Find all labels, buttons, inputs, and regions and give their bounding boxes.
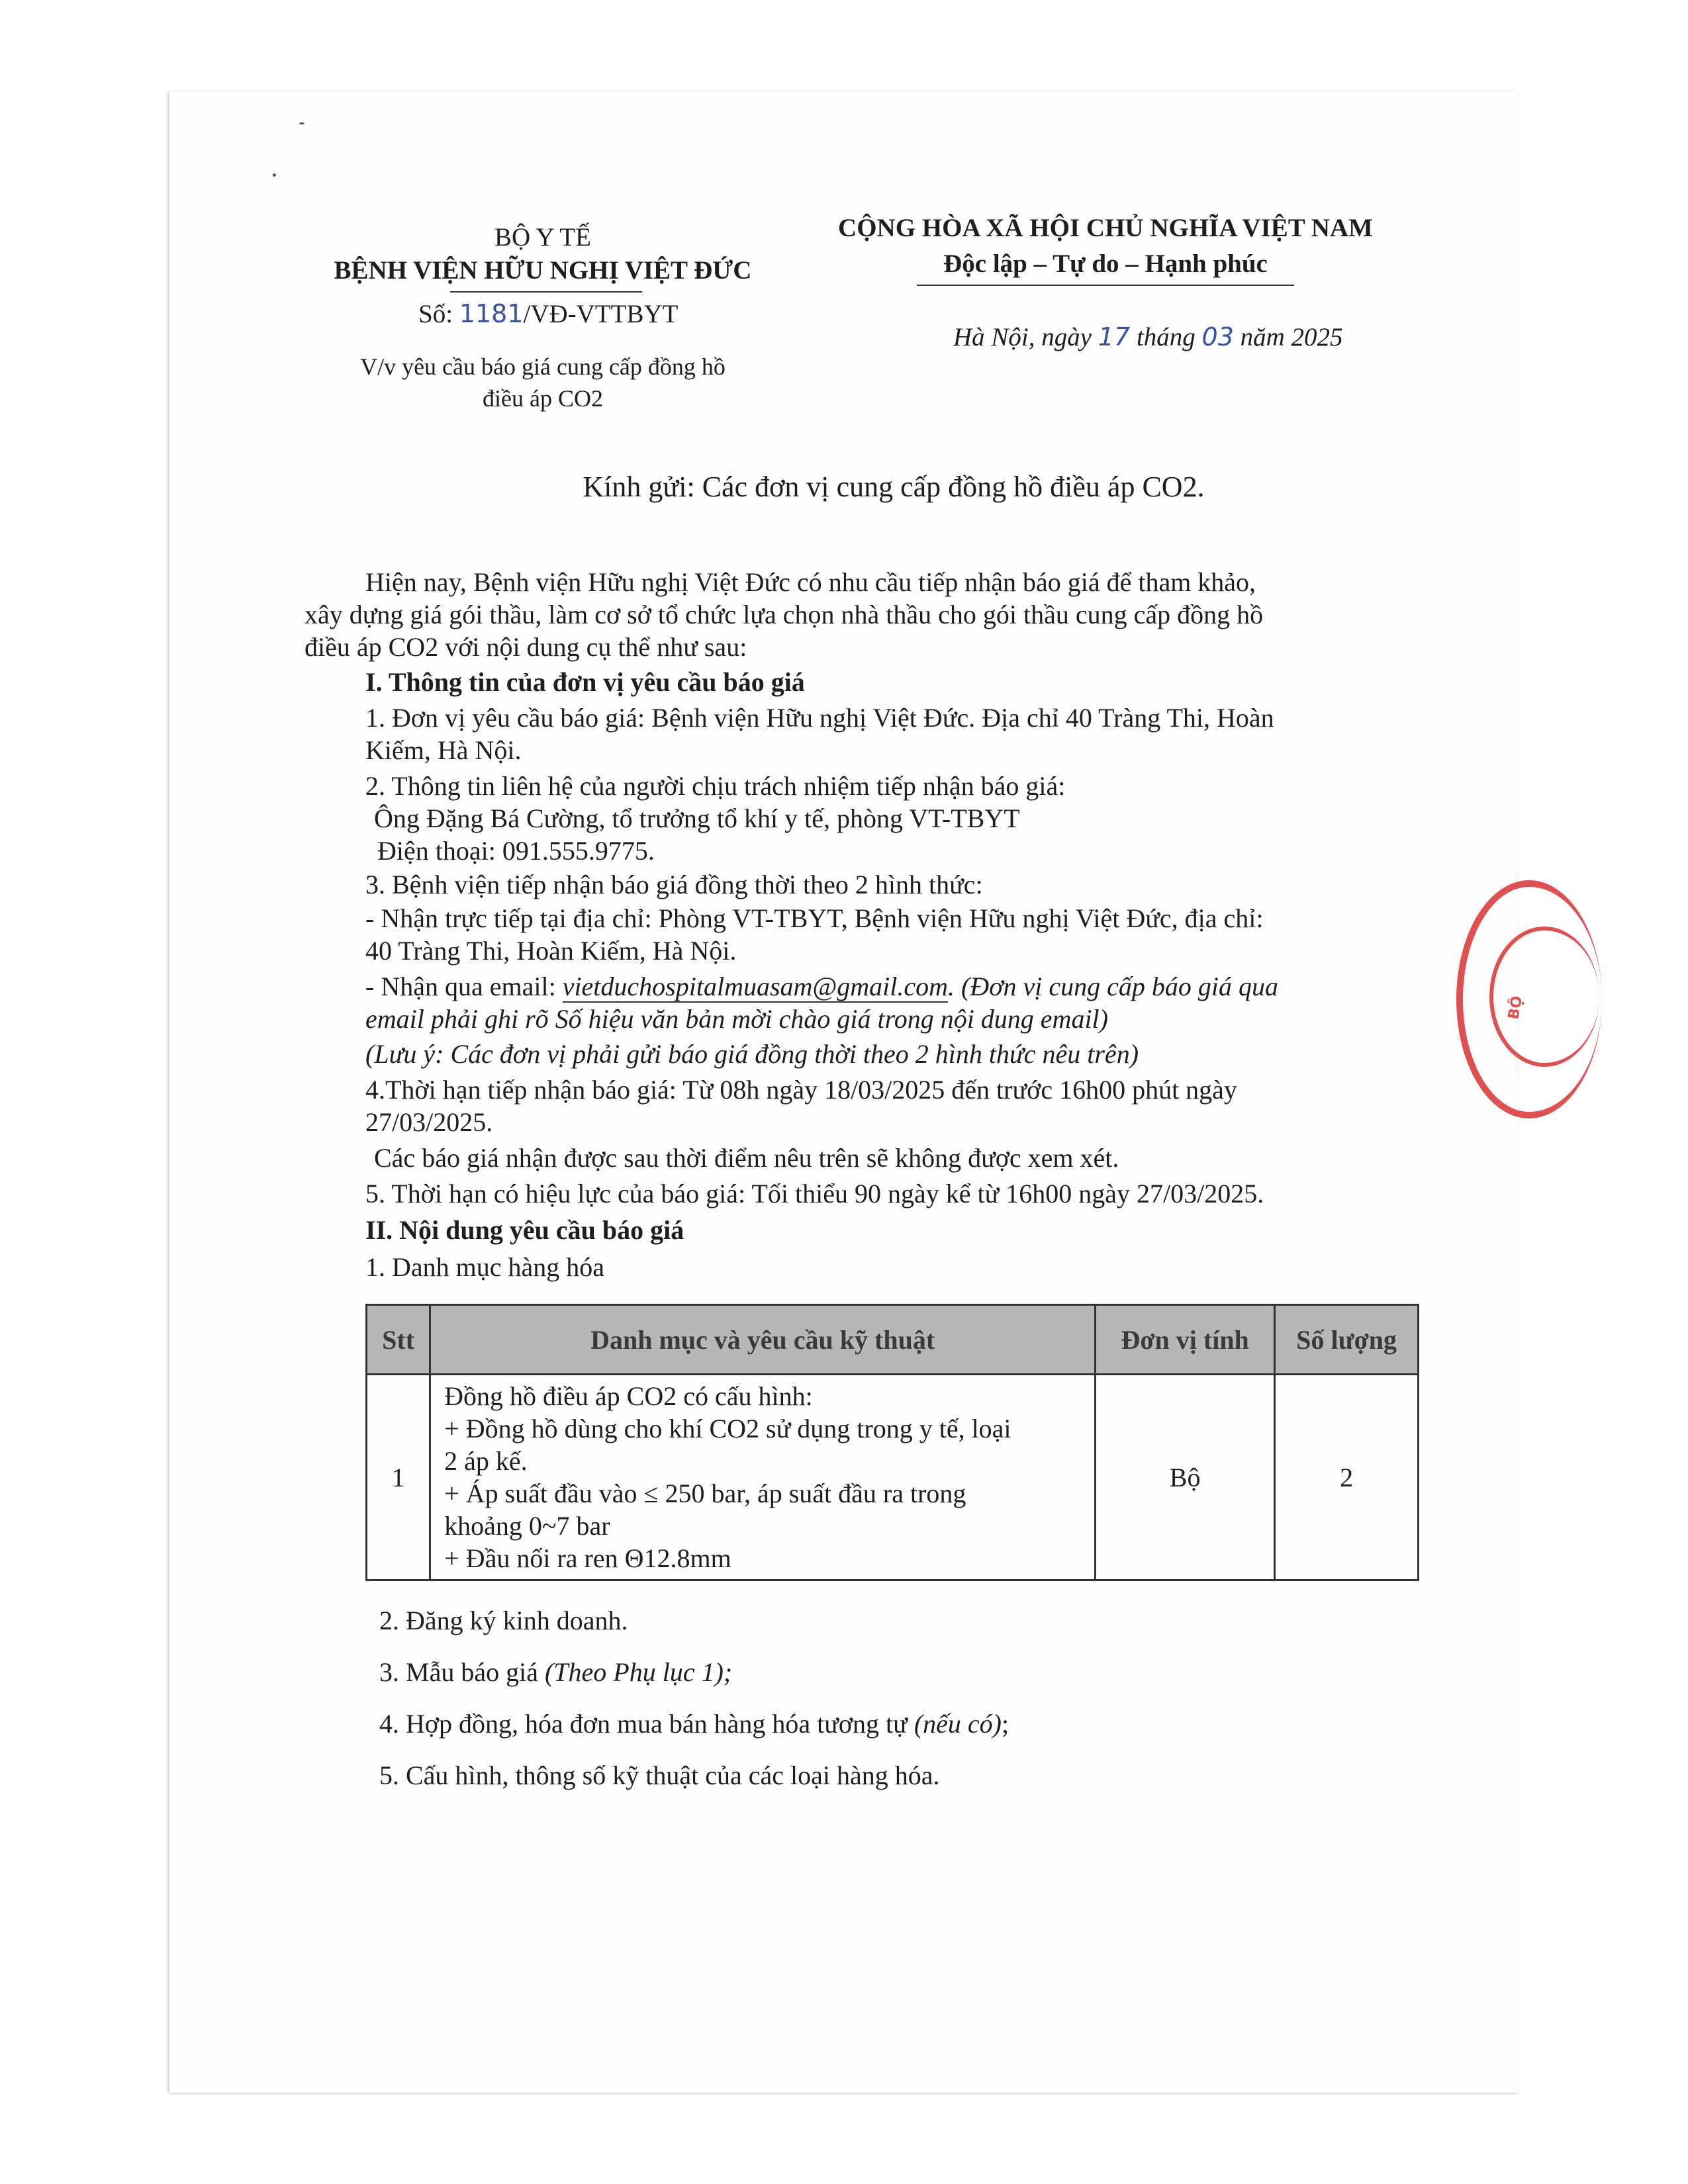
note-line: (Lưu ý: Các đơn vị phải gửi báo giá đồng thời theo 2 hình thức nêu trên) (365, 1039, 1139, 1069)
cell-qty: 2 (1275, 1375, 1419, 1580)
item-italic: (nếu có) (914, 1709, 1002, 1739)
requirement-item (379, 1656, 732, 1688)
contact-phone: Điện thoại: 091.555.9775. (377, 836, 655, 866)
doc-no-suffix: /VĐ-VTTBYT (523, 300, 679, 328)
hospital-name-text: BỆNH VIỆN HỮU NGHỊ VIỆT ĐỨC (334, 256, 752, 285)
salutation: Kính gửi: Các đơn vị cung cấp đồng hồ điều áp CO2. (583, 471, 1205, 503)
section-1-line: 40 Tràng Thi, Hoàn Kiếm, Hà Nội. (365, 936, 737, 966)
spec-line: + Áp suất đầu vào ≤ 250 bar, áp suất đầu ra trong (444, 1479, 966, 1508)
item-text: 3. Mẫu báo giá (379, 1657, 545, 1687)
hospital-name (311, 255, 774, 285)
contact-person: Ông Đặng Bá Cường, tổ trưởng tổ khí y tế, phòng VT-TBYT (374, 803, 1020, 833)
header-right-rule (917, 285, 1294, 286)
spec-line: + Đồng hồ dùng cho khí CO2 sử dụng trong y tế, loại (444, 1414, 1011, 1443)
national-motto: Độc lập – Tự do – Hạnh phúc (943, 250, 1268, 278)
email-note-line: email phải ghi rõ Số hiệu văn bản mời chào giá trong nội dung email) (365, 1004, 1108, 1034)
section-1-line: 4.Thời hạn tiếp nhận báo giá: Từ 08h ngày 18/03/2025 đến trước 16h00 phút ngày (365, 1075, 1237, 1105)
spec-line: khoảng 0~7 bar (444, 1511, 610, 1541)
spec-line: 2 áp kế. (444, 1446, 528, 1476)
item-end: ; (1001, 1709, 1009, 1739)
requirement-item: 2. Đăng ký kinh doanh. (379, 1606, 628, 1635)
col-spec: Danh mục và yêu cầu kỹ thuật (430, 1305, 1096, 1375)
goods-table (365, 1304, 1419, 1581)
header-left-rule (450, 291, 642, 293)
stamp-text: BỘ (1505, 994, 1526, 1021)
subject-line: V/v yêu cầu báo giá cung cấp đồng hồ (360, 353, 726, 380)
section-2-sub: 1. Danh mục hàng hóa (365, 1252, 605, 1282)
requirement-item: 5. Cấu hình, thông số kỹ thuật của các loại hàng hóa. (379, 1760, 940, 1790)
intro-line: điều áp CO2 với nội dung cụ thể như sau: (305, 632, 747, 662)
col-unit: Đơn vị tính (1096, 1305, 1275, 1375)
col-qty: Số lượng (1275, 1305, 1419, 1375)
intro-line-1: Hiện nay, Bệnh viện Hữu nghị Việt Đức có nhu cầu tiếp nhận báo giá để tham khảo, (365, 567, 1256, 597)
date-month-word: tháng (1136, 323, 1196, 351)
country-name: CỘNG HÒA XÃ HỘI CHỦ NGHĨA VIỆT NAM (838, 214, 1373, 242)
intro-line: xây dựng giá gói thầu, làm cơ sở tổ chức lựa chọn nhà thầu cho gói thầu cung cấp đồng hồ (305, 600, 1264, 629)
item-text: 4. Hợp đồng, hóa đơn mua bán hàng hóa tương tự (379, 1709, 914, 1739)
doc-no-handwritten: 1181 (459, 299, 524, 328)
email-line (365, 970, 1278, 1003)
section-1-line: 27/03/2025. (365, 1107, 493, 1137)
date-month-handwritten: 03 (1201, 322, 1234, 351)
subject (311, 351, 774, 414)
col-stt: Stt (367, 1305, 430, 1375)
date-prefix: Hà Nội, ngày (953, 323, 1092, 351)
section-1-line: 2. Thông tin liên hệ của người chịu trách nhiệm tiếp nhận báo giá: (365, 771, 1066, 801)
speck (299, 122, 305, 124)
table-header-row (367, 1305, 1419, 1375)
table-row (367, 1375, 1419, 1580)
section-1-title: I. Thông tin của đơn vị yêu cầu báo giá (365, 667, 805, 697)
speck (273, 173, 276, 177)
section-1-line: Các báo giá nhận được sau thời điểm nêu trên sẽ không được xem xét. (374, 1143, 1119, 1173)
section-1-line: 5. Thời hạn có hiệu lực của báo giá: Tối thiểu 90 ngày kể từ 16h00 ngày 27/03/2025. (365, 1179, 1264, 1208)
spec-line: + Đầu nối ra ren Θ12.8mm (444, 1543, 731, 1573)
place-date (953, 322, 1343, 352)
email-link[interactable]: vietduchospitalmuasam@gmail.com (562, 972, 948, 1001)
red-stamp-inner (1489, 927, 1599, 1067)
section-1-line: 3. Bệnh viện tiếp nhận báo giá đồng thời theo 2 hình thức: (365, 870, 983, 899)
section-2-title: II. Nội dung yêu cầu báo giá (365, 1215, 684, 1245)
date-year: năm 2025 (1240, 323, 1343, 351)
cell-spec (430, 1375, 1096, 1580)
item-italic: (Theo Phụ lục 1); (544, 1657, 733, 1687)
requirement-item (379, 1707, 1009, 1740)
email-note: . (Đơn vị cung cấp báo giá qua (947, 972, 1279, 1001)
ministry-name: BỘ Y TẾ (494, 223, 591, 251)
subject-line: điều áp CO2 (483, 385, 603, 412)
section-1-line: Kiếm, Hà Nội. (365, 735, 522, 765)
cell-unit: Bộ (1096, 1375, 1275, 1580)
spec-line: Đồng hồ điều áp CO2 có cấu hình: (444, 1381, 813, 1411)
doc-no-prefix: Số: (418, 300, 453, 328)
section-1-line: 1. Đơn vị yêu cầu báo giá: Bệnh viện Hữu nghị Việt Đức. Địa chỉ 40 Tràng Thi, Hoàn (365, 703, 1274, 733)
intro-line (365, 566, 1256, 598)
cell-stt: 1 (367, 1375, 430, 1580)
date-day-handwritten: 17 (1098, 322, 1131, 351)
document-number (418, 299, 678, 329)
email-prefix: - Nhận qua email: (365, 972, 556, 1001)
section-1-line: - Nhận trực tiếp tại địa chỉ: Phòng VT-TBYT, Bệnh viện Hữu nghị Việt Đức, địa chỉ: (365, 903, 1264, 933)
